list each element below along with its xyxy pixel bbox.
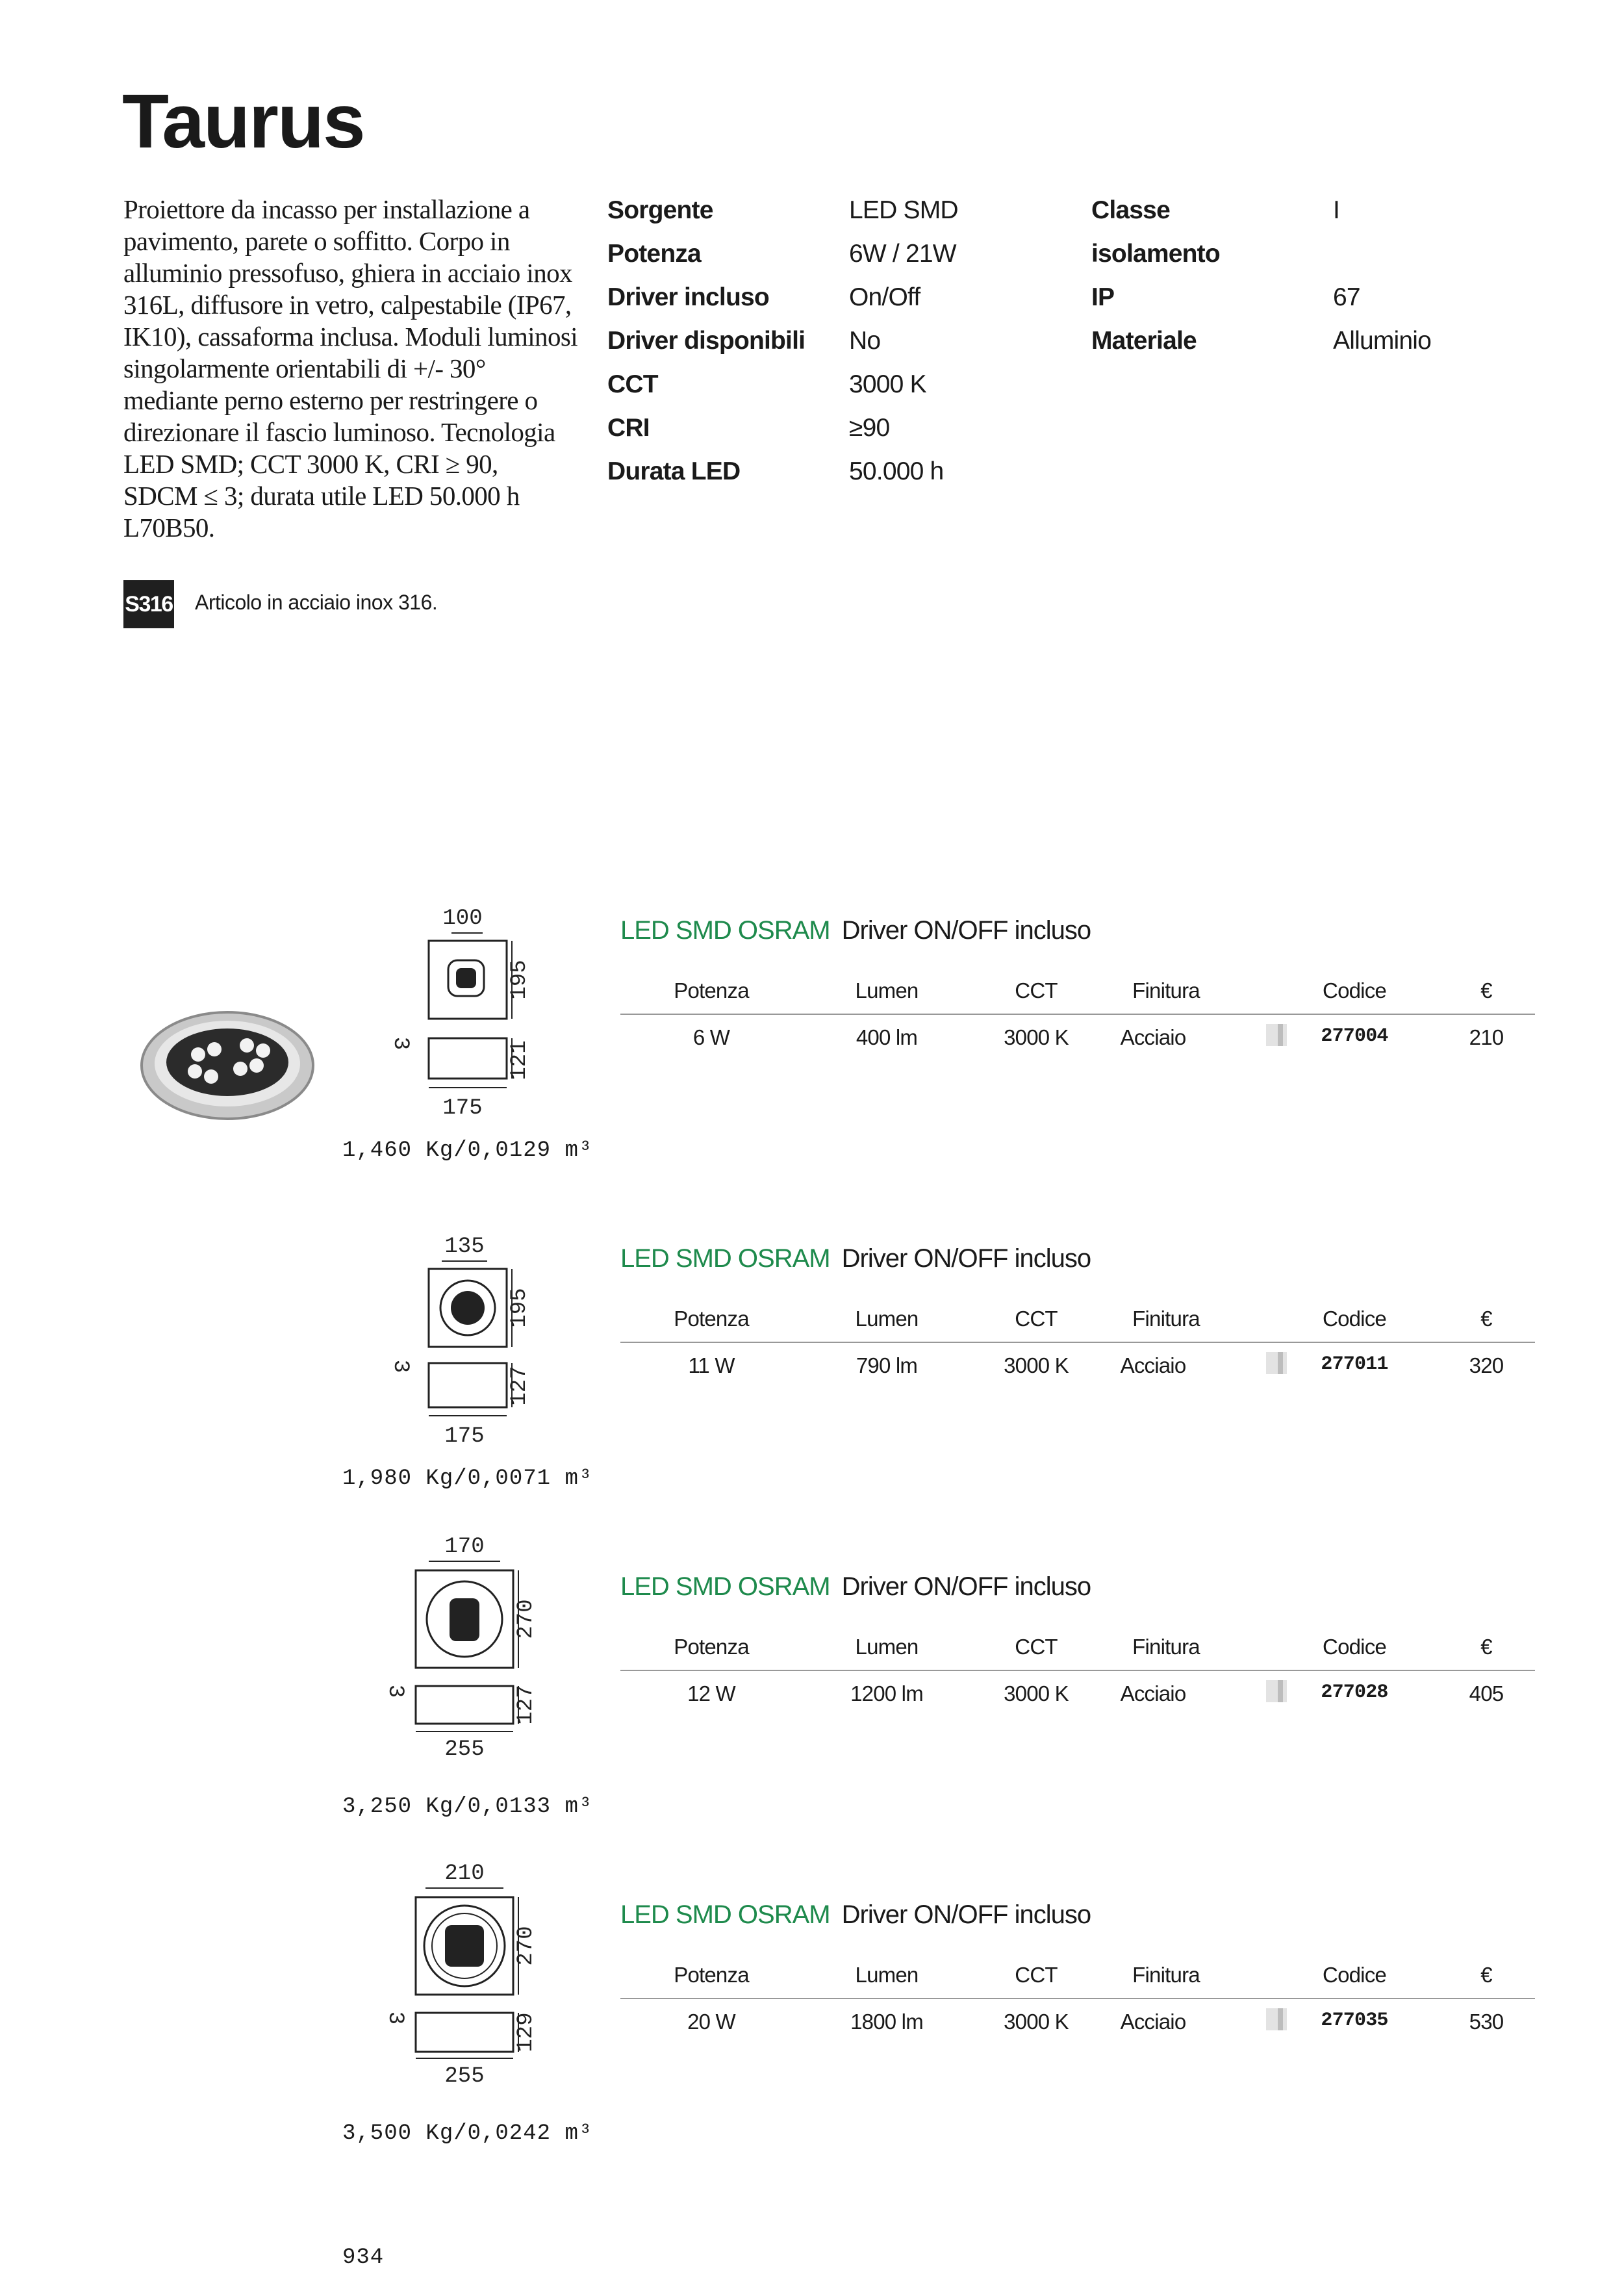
spec-label: Durata LED [607,457,741,485]
spec-value: ≥90 [849,414,890,442]
spec-value: On/Off [849,283,920,311]
fixture-glass [166,1028,288,1096]
spec-value [1333,232,1431,275]
cell-cct: 3000 K [1004,1681,1069,1706]
dim-depth: 127 [507,1366,532,1406]
cell-price: 405 [1469,1681,1504,1706]
cell-lumen: 1200 lm [850,1681,923,1706]
table-row [620,1343,1535,1388]
header-cct: CCT [1015,1635,1058,1659]
product-table [620,1296,1535,1388]
cell-lumen: 790 lm [856,1353,918,1377]
dim-small: 3 [388,1359,412,1373]
header-codice: Codice [1323,978,1386,1003]
header-price: € [1480,1963,1492,1987]
spec-value: 6W / 21W [849,240,956,268]
heading-source: LED SMD OSRAM [620,1900,830,1929]
dim-height: 195 [507,1288,532,1328]
cell-codice: 277028 [1321,1681,1388,1704]
dim-small: 3 [383,1684,407,1698]
spec-label: Driver incluso [607,283,769,311]
heading-driver: Driver ON/OFF incluso [841,916,1091,945]
spec-label: Sorgente [607,196,713,224]
weight-volume-2: 1,980 Kg/0,0071 m³ [342,1466,593,1491]
dim-height: 270 [514,1926,539,1966]
cell-potenza: 6 W [692,1025,730,1049]
dim-width: 100 [442,906,483,931]
header-cct: CCT [1015,1963,1058,1987]
cell-price: 320 [1469,1353,1504,1377]
dim-base: 175 [444,1424,485,1449]
header-codice: Codice [1323,1307,1386,1331]
product-block-3 [620,1572,1535,1706]
dim-height: 195 [507,960,532,1000]
heading-source: LED SMD OSRAM [620,916,830,945]
dim-width: 170 [444,1535,485,1559]
finish-swatch-icon [1263,2007,1289,2038]
specs-left-values [849,188,958,493]
table-row [620,1671,1535,1717]
spec-label: Driver disponibili [607,327,806,355]
technical-drawing-2 [364,1230,598,1464]
table-header [620,1296,1535,1343]
header-finitura: Finitura [1132,1963,1200,1987]
header-price: € [1480,1635,1492,1659]
header-potenza: Potenza [674,978,749,1003]
finish-swatch-icon [1263,1679,1289,1710]
header-cct: CCT [1015,1307,1058,1331]
product-heading [620,1244,1535,1273]
cell-codice: 277035 [1321,2010,1388,2032]
spec-label: CCT [607,370,658,398]
heading-source: LED SMD OSRAM [620,1244,830,1273]
header-finitura: Finitura [1132,1635,1200,1659]
finish-swatch-icon [1263,1023,1289,1054]
header-cct: CCT [1015,978,1058,1003]
spec-label: isolamento [1091,240,1220,268]
header-lumen: Lumen [855,1307,919,1331]
heading-driver: Driver ON/OFF incluso [841,1572,1091,1601]
technical-drawing-1 [364,902,598,1136]
product-description: Proiettore da incasso per installazione a pavimento, parete o soffitto. Corpo in alluminio pressofuso, ghiera in acciaio inox 316L, diffusore in vetro, calpestabile (IP67, IK10), cassaforma inclusa. Moduli luminosi singolarmente orientabili di +/- 30° mediante perno esterno per restringere o direzionare il fascio luminoso. Tecnologia LED SMD; CCT 3000 K, CRI ≥ 90, SDCM ≤ 3; durata utile LED 50.000 h L70B50. [123,194,578,543]
cell-lumen: 1800 lm [850,2010,923,2034]
product-block-2 [620,1244,1535,1377]
header-price: € [1480,1307,1492,1331]
cell-cct: 3000 K [1004,2010,1069,2034]
cell-potenza: 12 W [687,1681,735,1706]
specs-right-labels [1091,188,1220,363]
page-number: 934 [342,2245,385,2270]
table-row [620,1999,1535,2045]
dim-width: 135 [444,1234,485,1259]
header-lumen: Lumen [855,1635,919,1659]
cell-finitura: Acciaio [1120,1025,1186,1049]
product-table [620,1624,1535,1717]
spec-value: Alluminio [1333,327,1432,355]
table-header [620,1624,1535,1671]
dim-base: 255 [444,1737,485,1762]
header-codice: Codice [1323,1963,1386,1987]
dim-depth: 129 [514,2012,539,2052]
weight-volume-4: 3,500 Kg/0,0242 m³ [342,2121,593,2146]
cell-potenza: 20 W [687,2010,735,2034]
product-heading [620,916,1535,945]
cell-cct: 3000 K [1004,1353,1069,1377]
weight-volume-3: 3,250 Kg/0,0133 m³ [342,1795,593,1819]
product-photo [136,1004,318,1131]
product-heading [620,1572,1535,1602]
spec-value: LED SMD [849,196,958,224]
product-block-4 [620,1900,1535,2034]
header-potenza: Potenza [674,1307,749,1331]
product-heading [620,1900,1535,1930]
dim-base: 175 [442,1096,483,1121]
s316-badge: S316 [123,580,174,628]
header-potenza: Potenza [674,1963,749,1987]
spec-value: I [1333,196,1340,224]
s316-note: Articolo in acciaio inox 316. [195,591,438,614]
header-finitura: Finitura [1132,1307,1200,1331]
cell-codice: 277004 [1321,1025,1388,1047]
weight-volume-1: 1,460 Kg/0,0129 m³ [342,1138,593,1163]
spec-label: IP [1091,283,1115,311]
product-block-1 [620,916,1535,1049]
dim-base: 255 [444,2064,485,2089]
specs-right-values [1333,188,1431,363]
cell-finitura: Acciaio [1120,2010,1186,2034]
cell-finitura: Acciaio [1120,1353,1186,1377]
dim-width: 210 [444,1861,485,1886]
spec-label: Materiale [1091,327,1197,355]
table-header [620,1952,1535,1999]
cell-lumen: 400 lm [856,1025,918,1049]
header-codice: Codice [1323,1635,1386,1659]
product-table [620,1952,1535,2045]
header-potenza: Potenza [674,1635,749,1659]
finish-swatch-icon [1263,1351,1289,1382]
dim-depth: 121 [507,1040,532,1080]
spec-value: 67 [1333,283,1360,311]
cell-codice: 277011 [1321,1353,1388,1375]
technical-drawing-3 [364,1530,598,1764]
heading-source: LED SMD OSRAM [620,1572,830,1601]
specs-left-labels [607,188,805,493]
table-header [620,968,1535,1015]
dim-depth: 127 [514,1685,539,1725]
heading-driver: Driver ON/OFF incluso [841,1244,1091,1273]
cell-cct: 3000 K [1004,1025,1069,1049]
page-title: Taurus [122,79,364,164]
spec-label: CRI [607,414,650,442]
spec-value: 50.000 h [849,457,944,485]
spec-label: Potenza [607,240,701,268]
header-lumen: Lumen [855,1963,919,1987]
spec-value: 3000 K [849,370,926,398]
header-price: € [1480,978,1492,1003]
spec-label: Classe [1091,196,1170,224]
cell-potenza: 11 W [688,1353,735,1377]
header-lumen: Lumen [855,978,919,1003]
dim-small: 3 [388,1036,412,1051]
table-row [620,1015,1535,1060]
header-finitura: Finitura [1132,978,1200,1003]
spec-value: No [849,327,881,355]
cell-finitura: Acciaio [1120,1681,1186,1706]
cell-price: 210 [1469,1025,1504,1049]
cell-price: 530 [1469,2010,1504,2034]
technical-drawing-4 [364,1857,598,2091]
dim-height: 270 [514,1599,539,1639]
dim-small: 3 [383,2011,407,2025]
product-table [620,968,1535,1060]
heading-driver: Driver ON/OFF incluso [841,1900,1091,1929]
